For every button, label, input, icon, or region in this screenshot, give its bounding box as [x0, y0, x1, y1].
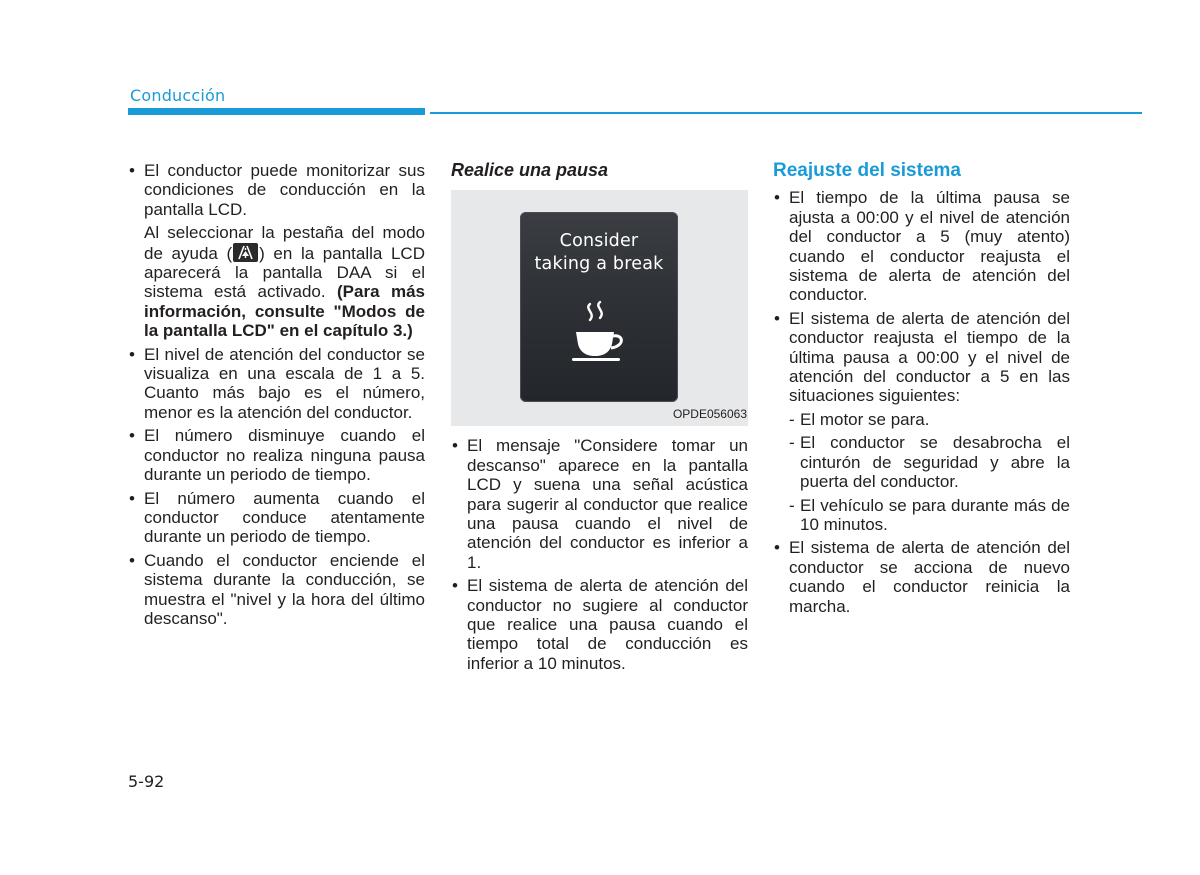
list-item: • El mensaje "Considere tomar un descanso" aparece en la pantalla LCD y suena una señal acústica para sugerir al conductor que realice una pausa cuando el nivel de atención del conductor es inferior a 1.: [451, 436, 748, 572]
cross-reference: (Para más información, consulte "Modos de la pantalla LCD" en el capítulo 3.): [144, 282, 425, 341]
list-item: [773, 309, 1070, 406]
section-heading: Realice una pausa: [451, 160, 609, 180]
column-middle: [451, 161, 748, 677]
list-item: • El nivel de atención del conductor se visualiza en una escala de 1 a 5. Cuanto más bajo es el número, menor es la atención del conductor.: [128, 345, 425, 423]
paragraph-text: Al seleccionar la pestaña del modo de ayuda (: [144, 223, 425, 263]
bullet-list: [451, 436, 748, 673]
figure-code: OPDE056063: [672, 407, 747, 421]
list-item: • El tiempo de la última pausa se ajusta a 00:00 y el nivel de atención del conductor a 5 (muy atento) cuando el conductor reajusta el sistema de alerta de atención del conductor.: [773, 188, 1070, 304]
list-item: • El número aumenta cuando el conductor conduce atentamente durante un periodo de tiempo.: [128, 489, 425, 547]
bullet-text: El conductor puede monitorizar sus condiciones de conducción en la pantalla LCD.: [144, 161, 425, 219]
dash-list: [773, 410, 1070, 534]
header-rule-thick: [128, 108, 425, 115]
paragraph-text: ) en la pantalla LCD aparecerá la pantalla DAA si el sistema está activado.: [144, 243, 425, 302]
section-title: Conducción: [130, 86, 226, 105]
lcd-figure: [451, 190, 748, 426]
list-item: • El sistema de alerta de atención del conductor se acciona de nuevo cuando el conductor reinicia la marcha.: [773, 538, 1070, 616]
coffee-cup-icon: [570, 300, 630, 366]
list-item: • El número disminuye cuando el conductor no realiza ninguna pausa durante un periodo de tiempo.: [128, 426, 425, 484]
bullet-text: El sistema de alerta de atención del conductor reajusta el tiempo de la última pausa a 00:00 y el nivel de atención del conductor a 5 en las situaciones siguientes:: [789, 308, 1070, 406]
lcd-screen: [520, 212, 678, 402]
dash-item: - El motor se para.: [773, 410, 1070, 429]
dash-item: - El conductor se desabrocha el cinturón de seguridad y abre la puerta del conductor.: [773, 433, 1070, 491]
screen-message: Consider taking a break: [534, 231, 664, 275]
column-left: [128, 161, 425, 632]
list-item: • Cuando el conductor enciende el sistema durante la conducción, se muestra el "nivel y la hora del último descanso".: [128, 551, 425, 629]
bullet-list: [128, 161, 425, 628]
page-number: 5-92: [128, 772, 165, 791]
bullet-list: [773, 188, 1070, 405]
driver-attention-mode-icon: [233, 243, 258, 262]
paragraph: [144, 223, 425, 340]
bullet-list: [773, 538, 1070, 616]
header-rule-thin: [430, 112, 1142, 114]
list-item: • El sistema de alerta de atención del conductor no sugiere al conductor que realice una pausa cuando el tiempo total de conducción es inferior a 10 minutos.: [451, 576, 748, 673]
list-item: [128, 161, 425, 341]
section-heading: Reajuste del sistema: [773, 160, 961, 181]
column-right: [773, 161, 1070, 620]
dash-item: - El vehículo se para durante más de 10 minutos.: [773, 496, 1070, 535]
